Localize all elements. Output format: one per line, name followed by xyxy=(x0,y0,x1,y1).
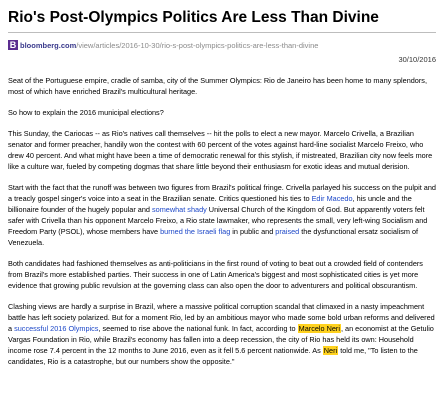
source-line xyxy=(8,39,436,51)
paragraph-3: This Sunday, the Cariocas -- as Rio's natives call themselves -- hit the polls to elect a new mayor. Marcelo Crivella, a Brazilian senator and former preacher, handily won the contest with 60 percent of the votes against hard-line socialist Marcelo Freixo, who drew 40 percent. And what might have been a time of democratic renewal for this stylish, if mistreated, Brazilian city now feels more like a culture war, fueled by competing dogmas that share little beyond their enthusiasm for exotic ideas and mutual derision. xyxy=(8,129,433,171)
paragraph-4-text-c: Universal Church of the Kingdom of God. But apparently voters felt safer with Crivella than his opponent Marcelo Freixo, a Rio state lawmaker, who represents the small, very left-wing Socialism and Freedom Party (PSOL), whose members have xyxy=(8,205,428,236)
paragraph-4-text-d: in public and xyxy=(230,227,276,236)
article-title: Rio's Post-Olympics Politics Are Less Than Divine xyxy=(8,0,436,33)
paragraph-6-text-a: Clashing views are hardly a surprise in Brazil, where a massive political corruption scandal that climaxed in a nasty impeachment battle has left society polarized. But for a moment Rio, led by an ambitious mayor who made some bold urban reforms and delivered a xyxy=(8,302,435,333)
paragraph-4-text-e: the dysfunctional ersatz socialism of Venezuela. xyxy=(8,227,419,247)
link-somewhat-shady[interactable]: somewhat shady xyxy=(152,205,207,214)
paragraph-1: Seat of the Portuguese empire, cradle of samba, city of the Summer Olympics: Rio de Janeiro has been home to many splendors, most of which have enriched Brazil's multicultural heritage. xyxy=(8,76,427,96)
link-burned-israeli-flag[interactable]: burned the Israeli flag xyxy=(160,227,231,236)
article-date: 30/10/2016 xyxy=(398,55,436,64)
article-body xyxy=(8,75,436,367)
highlight-marcelo-neri[interactable]: Marcelo Neri xyxy=(298,324,340,333)
paragraph-4-text-a: Start with the fact that the runoff was between two figures from Brazil's political fringe. Crivella parlayed his success on the pulpit and a treacly gospel singer's voice into a seat in the Brazilian senate. Critics questioned his ties to xyxy=(8,183,436,203)
paragraph-4-text-b: , his uncle and the billionaire founder of the hugely popular and xyxy=(8,194,412,214)
paragraph-5: Both candidates had fashioned themselves as anti-politicians in the first round of voting to beat out a crowded field of contenders from Brazil's more established parties. Their success in one of Latin America's biggest and most sophisticated cities is yet more evidence that growing public revulsion at the governing class can also open the door to adventurers and political obscurantism. xyxy=(8,259,423,290)
paragraph-6-text-b: , seemed to rise above the national funk. In fact, according to xyxy=(98,324,298,333)
highlight-neri[interactable]: Neri xyxy=(323,346,338,355)
paragraph-2: So how to explain the 2016 municipal elections? xyxy=(8,108,164,117)
source-path[interactable]: /view/articles/2016-10-30/rio-s-post-olympics-politics-are-less-than-divine xyxy=(76,40,319,50)
link-successful-olympics[interactable]: successful 2016 Olympics xyxy=(14,324,99,333)
source-domain[interactable]: bloomberg.com xyxy=(20,40,77,50)
paragraph-6 xyxy=(8,301,436,367)
bloomberg-logo-icon: B xyxy=(9,40,17,50)
paragraph-6-text-c: , an economist at the Getulio Vargas Foundation in Rio, while Brazil's economy has fallen into a deep recession, the city of Rio has held its own: Household income rose 7.4 percent in the 12 months to June 2016, even as it fell 5.6 percent nationwide. As xyxy=(8,324,434,355)
paragraph-6-text-d: told me, "To listen to the candidates, Rio is a catastrophe, but our numbers show the opposite." xyxy=(8,346,418,366)
link-edir-macedo[interactable]: Edir Macedo xyxy=(311,194,353,203)
link-praised[interactable]: praised xyxy=(275,227,300,236)
paragraph-4 xyxy=(8,182,436,248)
